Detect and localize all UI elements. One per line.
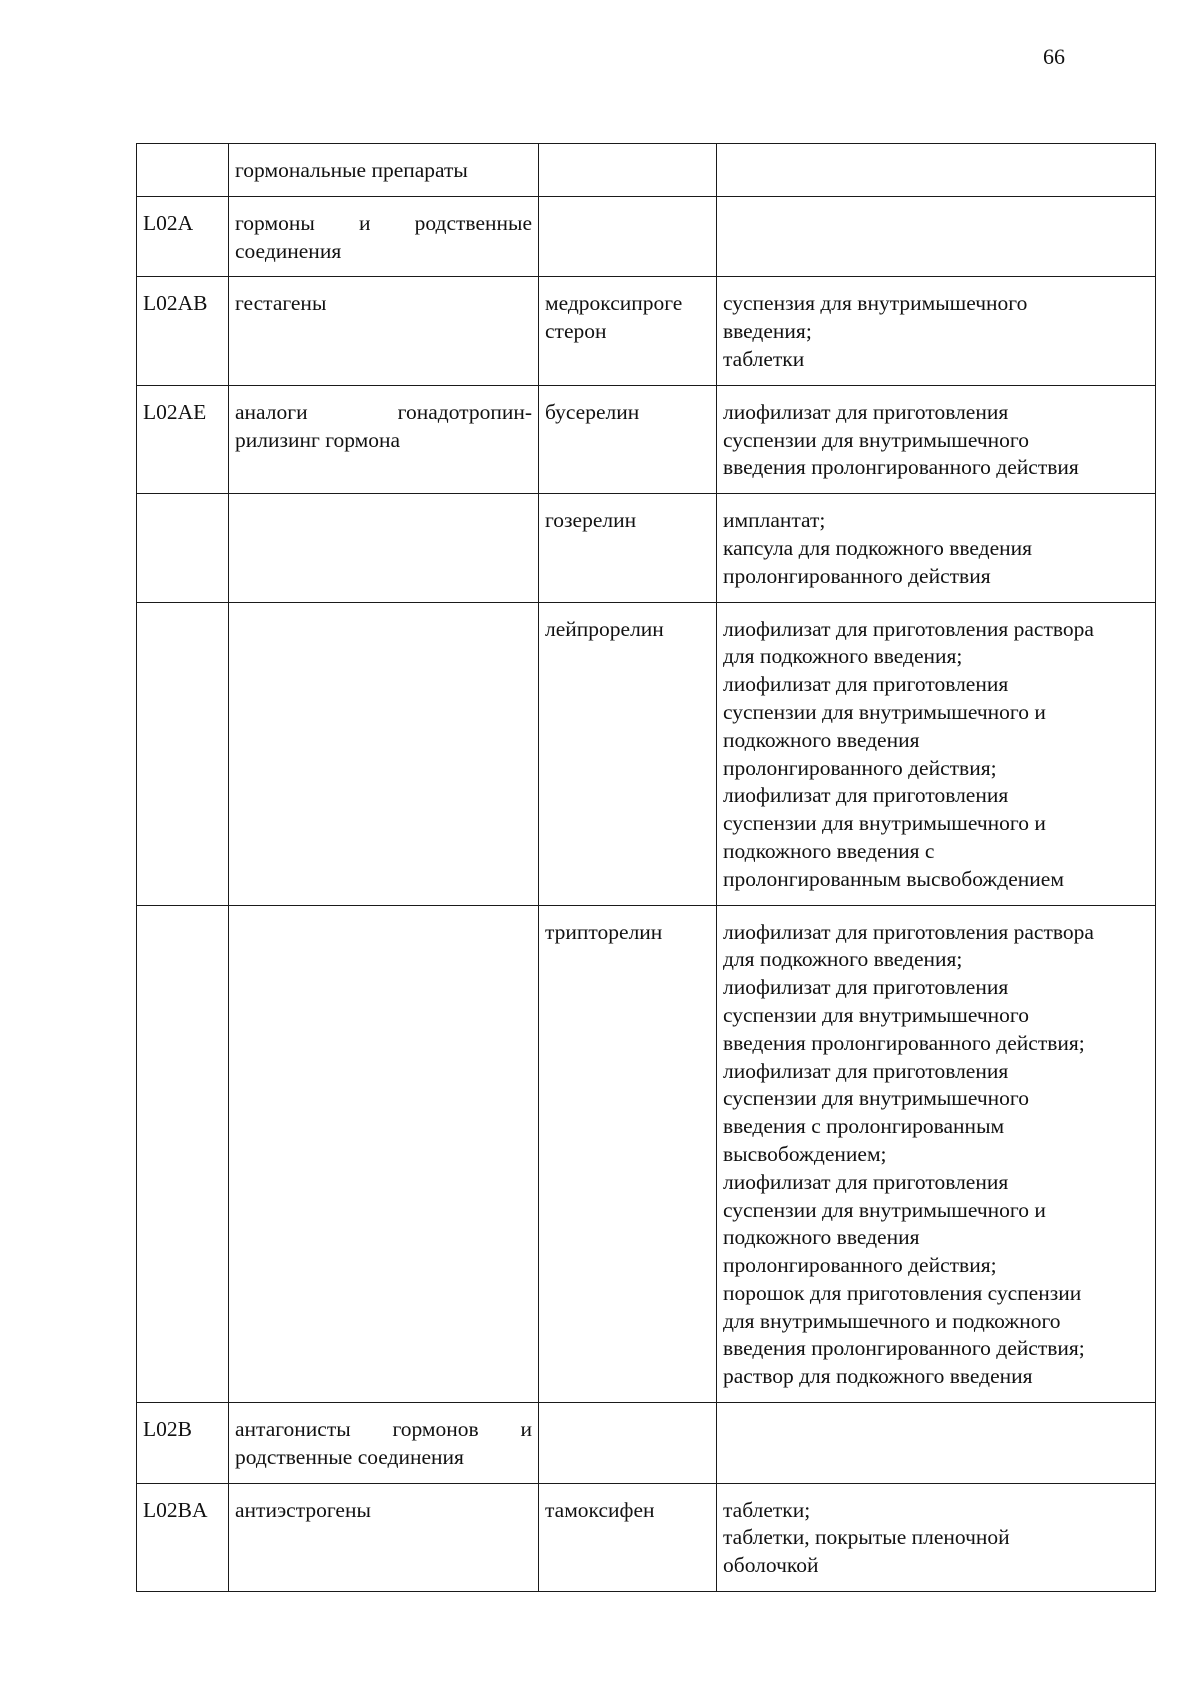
dosage-forms-cell [717,144,1156,197]
dosage-forms-cell [717,385,1156,493]
anatomical-group-line: гормональные препараты [235,158,468,182]
table-row [137,494,1156,602]
dosage-form-line: суспензии для внутримышечного [723,1002,1029,1027]
dosage-form-line: лиофилизат для приготовления раствора [723,616,1094,641]
table-row [137,277,1156,385]
dosage-form-line: таблетки; [723,1497,811,1522]
dosage-form-line: таблетки, покрытые пленочной [723,1525,1010,1550]
substance-cell [539,196,717,277]
dosage-form-line: лиофилизат для приготовления [723,399,1009,424]
dosage-form-line: введения с пролонгированным [723,1114,1005,1139]
substance-name-line: медроксипроге [545,291,683,316]
dosage-form-line: введения пролонгированного действия; [723,1030,1085,1055]
substance-name-line: бусерелин [545,399,640,424]
dosage-forms-cell [717,1483,1156,1591]
dosage-form-line: суспензия для внутримышечного [723,291,1028,316]
atc-code-cell [137,1483,229,1591]
dosage-form-line: введения пролонгированного действия [723,455,1079,480]
dosage-form-line: суспензии для внутримышечного [723,1086,1029,1111]
page-number: 66 [1043,44,1065,69]
dosage-form-line: суспензии для внутримышечного и [723,1197,1046,1222]
dosage-form-line: для внутримышечного и подкожного [723,1308,1061,1333]
atc-code-cell [137,144,229,197]
atc-code-cell [137,1403,229,1484]
dosage-form-line: оболочкой [723,1553,819,1578]
table-row [137,385,1156,493]
atc-code: L02AB [143,291,208,316]
atc-code: L02AE [143,399,207,424]
dosage-form-line: пролонгированного действия; [723,1253,997,1278]
dosage-form-line: таблетки [723,346,805,371]
dosage-forms-cell [717,277,1156,385]
substance-name-line: тамоксифен [545,1497,655,1522]
anatomical-group-cell [229,905,539,1403]
table-row [137,1403,1156,1484]
dosage-forms-cell [717,602,1156,905]
anatomical-group-line: гестагены [235,291,327,316]
table-row [137,1483,1156,1591]
substance-name-line: трипторелин [545,919,663,944]
substance-cell [539,494,717,602]
atc-code-cell [137,196,229,277]
atc-code-cell [137,277,229,385]
table-row [137,196,1156,277]
substance-cell [539,277,717,385]
dosage-form-line: лиофилизат для приготовления [723,672,1009,697]
atc-code: L02BA [143,1497,208,1522]
substance-cell [539,1403,717,1484]
dosage-forms-cell [717,196,1156,277]
anatomical-group-line: антагонисты гормонов и [235,1417,532,1442]
dosage-form-line: подкожного введения [723,1225,920,1250]
table-row [137,602,1156,905]
dosage-form-line: порошок для приготовления суспензии [723,1280,1082,1305]
atc-code: L02A [143,210,194,235]
dosage-form-line: суспензии для внутримышечного и [723,699,1046,724]
dosage-form-line: подкожного введения с [723,838,935,863]
dosage-forms-cell [717,1403,1156,1484]
dosage-form-line: лиофилизат для приготовления [723,1169,1009,1194]
table-row [137,144,1156,197]
dosage-form-line: для подкожного введения; [723,644,963,669]
dosage-form-line: лиофилизат для приготовления раствора [723,919,1094,944]
anatomical-group-cell [229,385,539,493]
dosage-form-line: раствор для подкожного введения [723,1364,1033,1389]
substance-cell [539,602,717,905]
anatomical-group-line: соединения [235,238,342,263]
atc-code-cell [137,905,229,1403]
dosage-form-line: капсула для подкожного введения [723,535,1033,560]
substance-cell [539,1483,717,1591]
substance-cell [539,905,717,1403]
dosage-forms-cell [717,494,1156,602]
dosage-form-line: для подкожного введения; [723,947,963,972]
substance-name-line: стерон [545,319,607,344]
dosage-form-line: суспензии для внутримышечного [723,427,1029,452]
anatomical-group-line: гормоны и родственные [235,210,532,235]
table-row [137,905,1156,1403]
table-body [137,144,1156,1592]
dosage-form-line: пролонгированного действия [723,563,991,588]
dosage-form-line: суспензии для внутримышечного и [723,811,1046,836]
dosage-form-line: лиофилизат для приготовления [723,975,1009,1000]
dosage-form-line: имплантат; [723,508,826,533]
anatomical-group-cell [229,196,539,277]
atc-code-cell [137,385,229,493]
substance-name-line: гозерелин [545,508,637,533]
dosage-form-line: лиофилизат для приготовления [723,1058,1009,1083]
substance-name-line: лейпрорелин [545,616,664,641]
substance-cell [539,385,717,493]
dosage-form-line: введения; [723,319,812,344]
dosage-form-line: лиофилизат для приготовления [723,783,1009,808]
dosage-form-line: введения пролонгированного действия; [723,1336,1085,1361]
anatomical-group-cell [229,494,539,602]
dosage-form-line: пролонгированным высвобождением [723,866,1064,891]
anatomical-group-line: аналоги гонадотропин- [235,399,532,424]
anatomical-group-cell [229,1483,539,1591]
dosage-forms-cell [717,905,1156,1403]
anatomical-group-cell [229,602,539,905]
anatomical-group-cell [229,1403,539,1484]
drug-classification-table [136,143,1156,1592]
dosage-form-line: пролонгированного действия; [723,755,997,780]
anatomical-group-cell [229,144,539,197]
dosage-form-line: подкожного введения [723,727,920,752]
substance-cell [539,144,717,197]
atc-code: L02B [143,1417,192,1442]
atc-code-cell [137,494,229,602]
anatomical-group-line: антиэстрогены [235,1497,371,1522]
anatomical-group-cell [229,277,539,385]
anatomical-group-line: родственные соединения [235,1444,464,1469]
anatomical-group-line: рилизинг гормона [235,427,401,452]
atc-code-cell [137,602,229,905]
dosage-form-line: высвобождением; [723,1141,887,1166]
